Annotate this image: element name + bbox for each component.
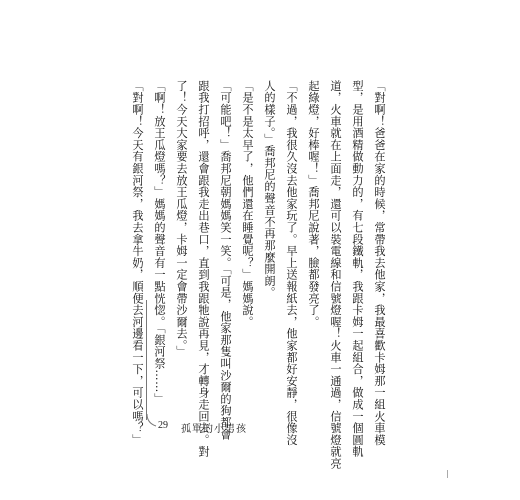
text-line: 「啊！放王瓜燈嗎？」媽媽的聲音有一點恍惚。「銀河祭……」 (153, 80, 166, 405)
text-line: 跟我打招呼，還會跟我走出巷口，直到我跟牠說再見，才轉身走回去。對 (197, 80, 210, 458)
text-line: 「對啊！爸爸在家的時候，常帶我去他家，我最喜歡卡姆那一組火車模 (373, 80, 386, 446)
text-line: 道，火車就在上面走，還可以裝電線和信號燈喔！火車一通過，信號燈就亮 (329, 80, 342, 470)
page-number: 29 (158, 420, 168, 431)
text-line: 起綠燈，好棒喔！」喬邦尼說著，臉都發亮了。 (307, 80, 320, 328)
text-line: 「不過，我很久沒去他家玩了。早上送報紙去，他家都好安靜，很像沒 (285, 80, 298, 446)
text-line: 了！今天大家要去放王瓜燈，卡姆一定會帶沙爾去。」 (175, 80, 188, 358)
text-line: 「可能吧！」喬邦尼朝媽媽笑一笑。「可是，他家那隻叫沙爾的狗都會 (219, 80, 232, 441)
text-line: 「對啊！今天有銀河祭，我去拿牛奶，順便去河邊看一下，可以嗎？」 (131, 80, 144, 446)
corner-mark (447, 470, 452, 478)
text-line: 型，是用酒精做動力的，有七段鐵軌，我跟卡姆一起組合，做成一個圓軌 (351, 80, 364, 458)
running-title: 孤單的小男孩 (181, 424, 247, 435)
margin-rule (146, 300, 147, 420)
text-line: 人的樣子。」喬邦尼的聲音不再那麼開朗。 (263, 80, 276, 299)
text-line: 「是不是太早了，他們還在睡覺呢？」媽媽說。 (241, 80, 254, 328)
